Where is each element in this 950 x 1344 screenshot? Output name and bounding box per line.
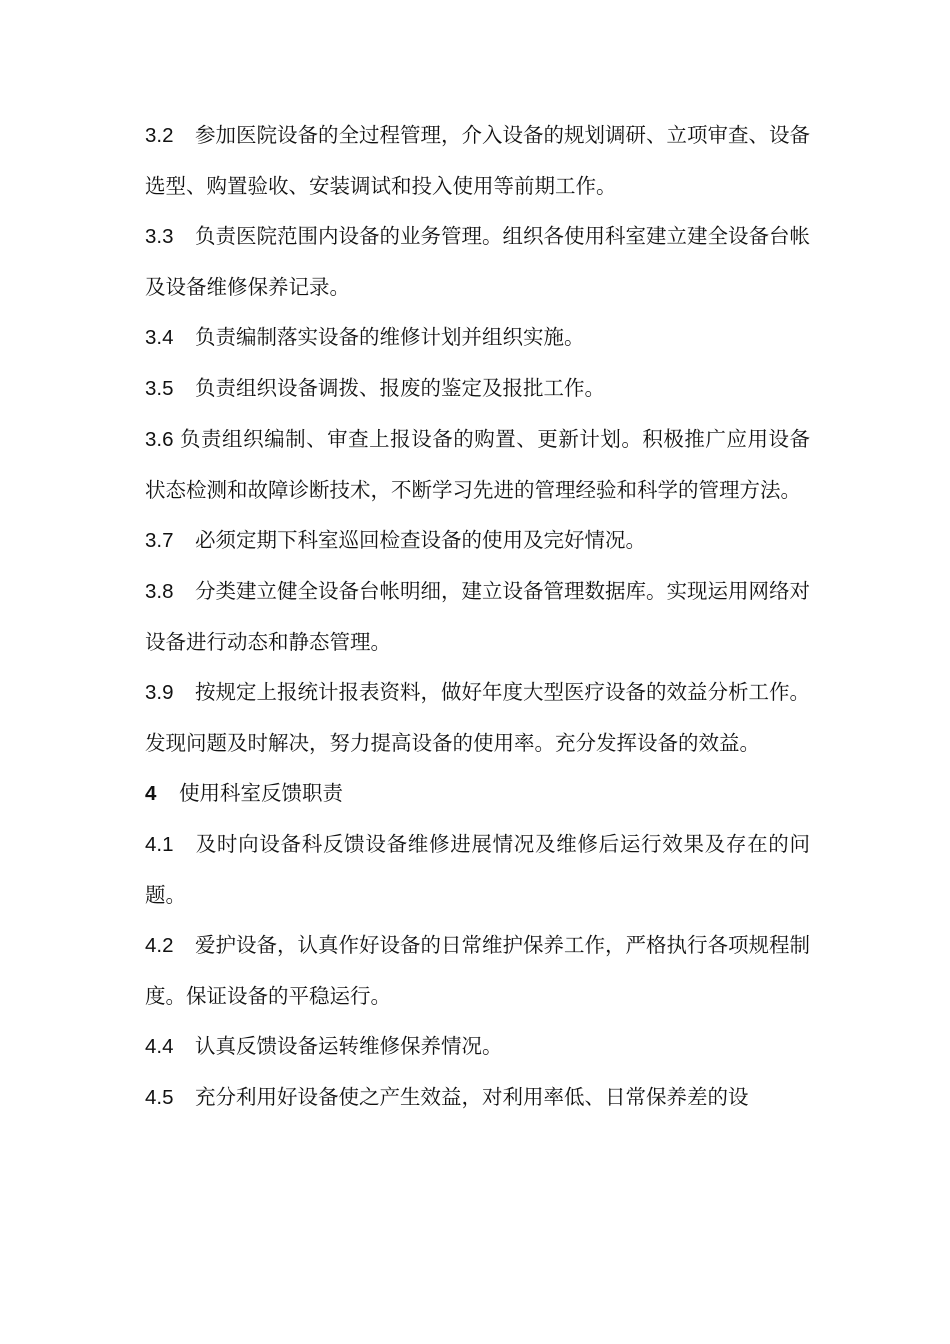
paragraph-4-4	[145, 1021, 810, 1072]
section-number: 3.9	[145, 681, 174, 704]
paragraph-4-5	[145, 1072, 810, 1123]
paragraph-text: 负责医院范围内设备的业务管理。组织各使用科室建立建全设备台帐及设备维修保养记录。	[145, 224, 810, 299]
paragraph-text: 负责编制落实设备的维修计划并组织实施。	[195, 325, 585, 349]
paragraph-4-2	[145, 920, 810, 1021]
paragraph-3-3	[145, 211, 810, 312]
paragraph-text: 负责组织设备调拨、报废的鉴定及报批工作。	[195, 376, 605, 400]
section-number: 3.8	[145, 580, 174, 603]
paragraph-3-5	[145, 363, 810, 414]
section-number: 4.4	[145, 1035, 174, 1058]
section-heading-text: 使用科室反馈职责	[179, 781, 343, 805]
paragraph-text: 必须定期下科室巡回检查设备的使用及完好情况。	[195, 528, 646, 552]
paragraph-text: 负责组织编制、审查上报设备的购置、更新计划。积极推广应用设备状态检测和故障诊断技术，不断学习先进的管理经验和科学的管理方法。	[145, 427, 810, 502]
paragraph-3-8	[145, 566, 810, 667]
paragraph-3-9	[145, 667, 810, 768]
section-number: 3.5	[145, 377, 174, 400]
section-number: 4.5	[145, 1086, 174, 1109]
paragraph-text: 及时向设备科反馈设备维修进展情况及维修后运行效果及存在的问题。	[145, 832, 810, 907]
paragraph-3-6	[145, 414, 810, 515]
section-number: 4	[145, 782, 157, 805]
paragraph-3-4	[145, 312, 810, 363]
section-number: 4.1	[145, 833, 174, 856]
section-number: 3.2	[145, 124, 174, 147]
document-body	[145, 110, 810, 1123]
paragraph-text: 充分利用好设备使之产生效益，对利用率低、日常保养差的设	[195, 1085, 749, 1109]
section-number: 4.2	[145, 934, 174, 957]
section-number: 3.7	[145, 529, 174, 552]
section-number: 3.6	[145, 428, 174, 451]
paragraph-text: 爱护设备，认真作好设备的日常维护保养工作，严格执行各项规程制度。保证设备的平稳运行。	[145, 933, 810, 1008]
section-number: 3.4	[145, 326, 174, 349]
section-heading-4	[145, 768, 810, 819]
paragraph-text: 按规定上报统计报表资料，做好年度大型医疗设备的效益分析工作。发现问题及时解决，努力提高设备的使用率。充分发挥设备的效益。	[145, 680, 810, 755]
section-number: 3.3	[145, 225, 174, 248]
paragraph-3-7	[145, 515, 810, 566]
paragraph-text: 分类建立健全设备台帐明细，建立设备管理数据库。实现运用网络对设备进行动态和静态管理。	[145, 579, 810, 654]
paragraph-text: 参加医院设备的全过程管理，介入设备的规划调研、立项审查、设备选型、购置验收、安装调试和投入使用等前期工作。	[145, 123, 810, 198]
paragraph-3-2	[145, 110, 810, 211]
paragraph-4-1	[145, 819, 810, 920]
paragraph-text: 认真反馈设备运转维修保养情况。	[195, 1034, 503, 1058]
